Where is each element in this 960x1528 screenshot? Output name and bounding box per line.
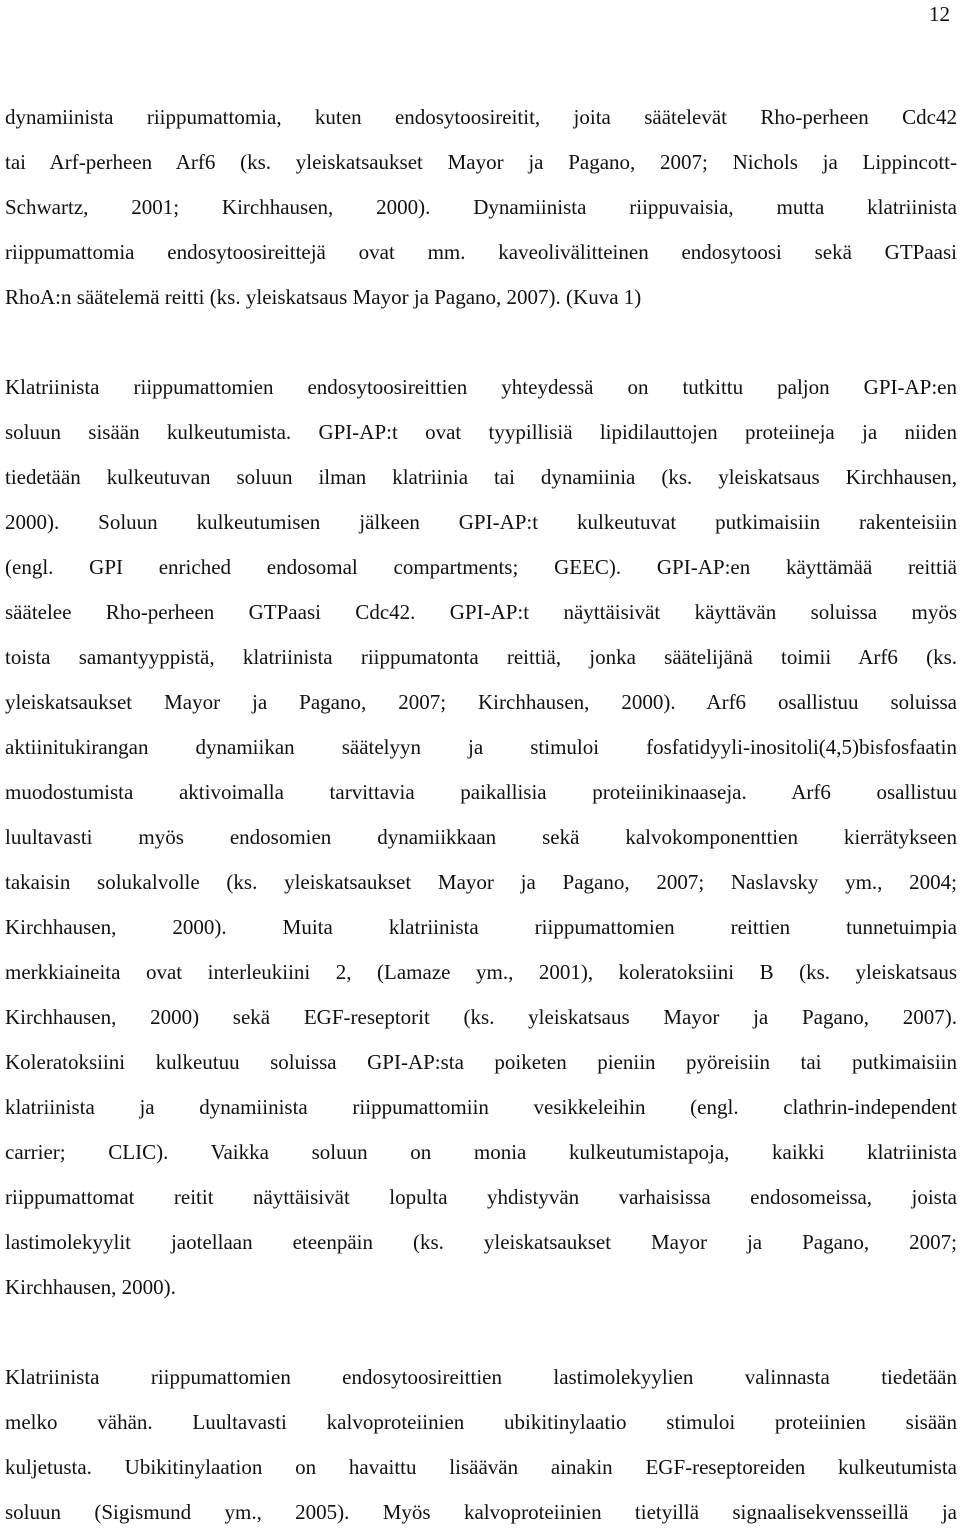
text-line: Klatriinista riippumattomien endosytoosireittien yhteydessä on tutkittu paljon GPI-AP:en [5, 375, 957, 399]
text-line: klatriinista ja dynamiinista riippumattomiin vesikkeleihin (engl. clathrin-independent [5, 1095, 957, 1119]
text-line: Kirchhausen, 2000). Muita klatriinista riippumattomien reittien tunnetuimpia [5, 915, 957, 939]
text-line: merkkiaineita ovat interleukiini 2, (Lamaze ym., 2001), koleratoksiini B (ks. yleiskatsaus [5, 960, 957, 984]
text-line: Koleratoksiini kulkeutuu soluissa GPI-AP:sta poiketen pieniin pyöreisiin tai putkimaisiin [5, 1050, 957, 1074]
text-line: riippumattomat reitit näyttäisivät lopulta yhdistyvän varhaisissa endosomeissa, joista [5, 1185, 957, 1209]
text-line: Kirchhausen, 2000). [5, 1275, 176, 1299]
text-line: Kirchhausen, 2000) sekä EGF-reseptorit (ks. yleiskatsaus Mayor ja Pagano, 2007). [5, 1005, 957, 1029]
text-line: toista samantyyppistä, klatriinista riippumatonta reittiä, jonka säätelijänä toimii Arf6 (ks. [5, 645, 957, 669]
text-line: Schwartz, 2001; Kirchhausen, 2000). Dynamiinista riippuvaisia, mutta klatriinista [5, 195, 957, 219]
text-line: 2000). Soluun kulkeutumisen jälkeen GPI-AP:t kulkeutuvat putkimaisiin rakenteisiin [5, 510, 957, 534]
text-line: melko vähän. Luultavasti kalvoproteiinien ubikitinylaatio stimuloi proteiinien sisään [5, 1410, 957, 1434]
text-line: carrier; CLIC). Vaikka soluun on monia kulkeutumistapoja, kaikki klatriinista [5, 1140, 957, 1164]
text-line: yleiskatsaukset Mayor ja Pagano, 2007; Kirchhausen, 2000). Arf6 osallistuu soluissa [5, 690, 957, 714]
text-line: tiedetään kulkeutuvan soluun ilman klatriinia tai dynamiinia (ks. yleiskatsaus Kirchhausen, [5, 465, 957, 489]
text-line: tai Arf-perheen Arf6 (ks. yleiskatsaukset Mayor ja Pagano, 2007; Nichols ja Lippincott- [5, 150, 957, 174]
text-line: muodostumista aktivoimalla tarvittavia paikallisia proteiinikinaaseja. Arf6 osallistuu [5, 780, 957, 804]
text-line: (engl. GPI enriched endosomal compartments; GEEC). GPI-AP:en käyttämää reittiä [5, 555, 957, 579]
text-line: Klatriinista riippumattomien endosytoosireittien lastimolekyylien valinnasta tiedetään [5, 1365, 957, 1389]
text-line: säätelee Rho-perheen GTPaasi Cdc42. GPI-AP:t näyttäisivät käyttävän soluissa myös [5, 600, 957, 624]
text-line: dynamiinista riippumattomia, kuten endosytoosireitit, joita säätelevät Rho-perheen Cdc42 [5, 105, 957, 129]
text-line: soluun sisään kulkeutumista. GPI-AP:t ovat tyypillisiä lipidilauttojen proteiineja ja niiden [5, 420, 957, 444]
text-line: soluun (Sigismund ym., 2005). Myös kalvoproteiinien tietyillä signaalisekvensseillä ja [5, 1500, 957, 1524]
text-line: riippumattomia endosytoosireittejä ovat mm. kaveolivälitteinen endosytoosi sekä GTPaasi [5, 240, 957, 264]
text-line: aktiinitukirangan dynamiikan säätelyyn ja stimuloi fosfatidyyli-inositoli(4,5)bisfosfaatin [5, 735, 957, 759]
text-line: luultavasti myös endosomien dynamiikkaan sekä kalvokomponenttien kierrätykseen [5, 825, 957, 849]
page-number: 12 [929, 2, 950, 26]
text-line: takaisin solukalvolle (ks. yleiskatsaukset Mayor ja Pagano, 2007; Naslavsky ym., 2004; [5, 870, 957, 894]
text-line: RhoA:n säätelemä reitti (ks. yleiskatsaus Mayor ja Pagano, 2007). (Kuva 1) [5, 285, 642, 309]
text-line: kuljetusta. Ubikitinylaation on havaittu lisäävän ainakin EGF-reseptoreiden kulkeutumista [5, 1455, 957, 1479]
text-line: lastimolekyylit jaotellaan eteenpäin (ks. yleiskatsaukset Mayor ja Pagano, 2007; [5, 1230, 957, 1254]
